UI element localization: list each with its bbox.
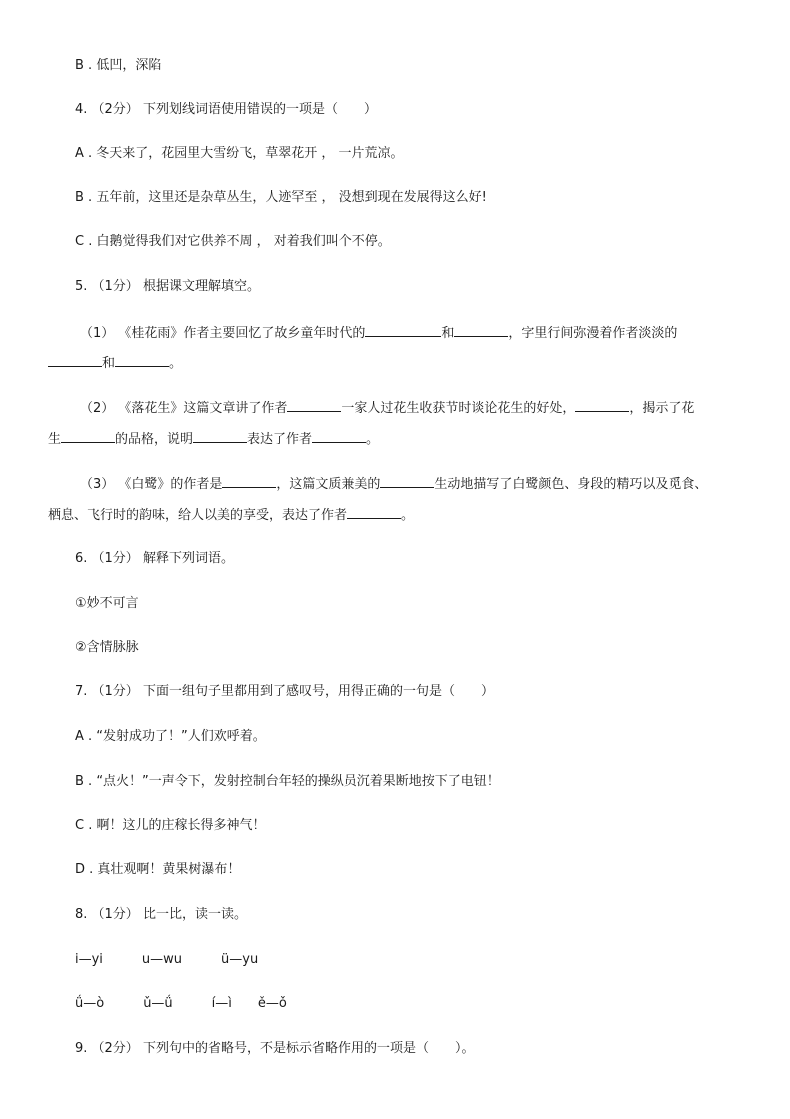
text-segment: 和 <box>102 356 116 371</box>
text-segment: 生动地描写了白鹭颜色、身段的精巧以及觅食、 <box>434 477 708 492</box>
text-line: 5. （1分） 根据课文理解填空。 <box>75 279 260 294</box>
text-segment: 。 <box>401 508 415 523</box>
text-line <box>48 430 379 448</box>
text-line: B . “点火！”一声令下，发射控制台年轻的操纵员沉着果断地按下了电钮！ <box>75 774 500 789</box>
text-segment: 一家人过花生收获节时谈论花生的好处， <box>341 401 576 416</box>
text-segment: 生 <box>48 432 62 447</box>
text-line: 9. （2分） 下列句中的省略号，不是标示省略作用的一项是（ ）。 <box>75 1041 475 1056</box>
text-segment: 的品格，说明 <box>115 432 194 447</box>
text-segment: 表达了作者 <box>247 432 313 447</box>
text-line <box>48 506 414 524</box>
text-line: B . 五年前，这里还是杂草丛生，人迹罕至 ， 没想到现在发展得这么好! <box>75 190 487 205</box>
text-segment: （1） 《桂花雨》作者主要回忆了故乡童年时代的 <box>80 326 366 341</box>
text-segment: ，这篇文质兼美的 <box>276 477 381 492</box>
text-line: 8. （1分） 比一比，读一读。 <box>75 907 247 922</box>
text-line: 6. （1分） 解释下列词语。 <box>75 551 234 566</box>
fill-blank <box>365 324 441 337</box>
text-line: ②含情脉脉 <box>75 640 139 655</box>
text-segment: （2） 《落花生》这篇文章讲了作者 <box>80 401 288 416</box>
text-line: ǘ—ò ǔ—ǘ í—ì ě—ǒ <box>75 996 287 1011</box>
text-line: A . “发射成功了！”人们欢呼着。 <box>75 729 266 744</box>
fill-blank <box>115 354 169 367</box>
text-line: A . 冬天来了，花园里大雪纷飞，草翠花开 ， 一片荒凉。 <box>75 146 404 161</box>
text-segment: 。 <box>366 432 380 447</box>
text-segment: ，揭示了花 <box>629 401 695 416</box>
text-segment: （3） 《白鹭》的作者是 <box>80 477 223 492</box>
text-segment: 。 <box>169 356 183 371</box>
fill-blank <box>48 354 102 367</box>
text-line: D . 真壮观啊！黄果树瀑布！ <box>75 862 241 877</box>
text-line: 7. （1分） 下面一组句子里都用到了感叹号，用得正确的一句是（ ） <box>75 684 494 699</box>
text-segment: ，字里行间弥漫着作者淡淡的 <box>508 326 678 341</box>
text-line <box>80 399 694 417</box>
fill-blank <box>61 430 115 443</box>
text-line <box>80 475 707 493</box>
text-line: 4. （2分） 下列划线词语使用错误的一项是（ ） <box>75 102 377 117</box>
text-line: i—yi u—wu ü—yu <box>75 952 259 967</box>
text-segment: 和 <box>441 326 455 341</box>
fill-blank <box>287 399 341 412</box>
fill-blank <box>312 430 366 443</box>
text-line <box>48 354 182 372</box>
fill-blank <box>454 324 508 337</box>
fill-blank <box>347 506 401 519</box>
fill-blank <box>575 399 629 412</box>
fill-blank <box>222 475 276 488</box>
fill-blank <box>380 475 434 488</box>
text-line <box>80 324 677 342</box>
text-line: B . 低凹，深陷 <box>75 58 162 73</box>
text-line: ①妙不可言 <box>75 596 139 611</box>
text-line: C . 白鹅觉得我们对它供养不周 ， 对着我们叫个不停。 <box>75 234 391 249</box>
text-line: C . 啊！这儿的庄稼长得多神气！ <box>75 818 266 833</box>
fill-blank <box>193 430 247 443</box>
text-segment: 栖息、飞行时的韵味，给人以美的享受，表达了作者 <box>48 508 348 523</box>
